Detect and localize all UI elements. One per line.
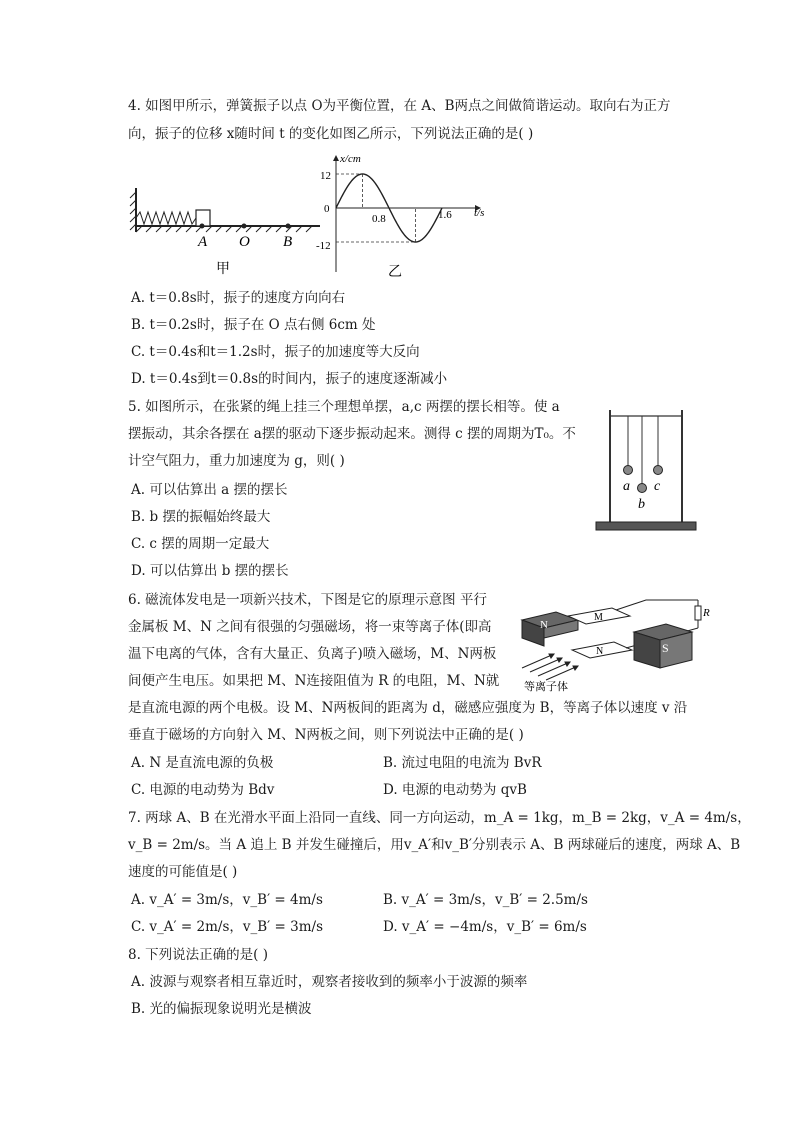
q4-option-d: D. t＝0.4s到t＝0.8s的时间内，振子的速度逐渐减小	[131, 371, 448, 387]
spring	[136, 212, 196, 224]
q7-option-a: A. v_A′ = 3m/s，v_B′ = 4m/s	[131, 892, 323, 908]
point-b-label: B	[283, 234, 293, 250]
q7-stem-line1: 7. 两球 A、B 在光滑水平面上沿同一直线、同一方向运动，m_A = 1kg，m_B = 2kg，v_A = 4m/s，	[128, 810, 751, 826]
q7-stem-line3: 速度的可能值是( )	[128, 864, 238, 880]
q5-option-b: B. b 摆的振幅始终最大	[131, 509, 271, 525]
point-o-label: O	[239, 234, 250, 250]
figure-caption-jia: 甲	[216, 262, 230, 277]
resistor	[695, 606, 701, 620]
q7-option-d: D. v_A′ = −4m/s，v_B′ = 6m/s	[383, 919, 587, 935]
plate-m-label: M	[594, 612, 603, 623]
q4-figure-yi-chart	[310, 150, 500, 280]
q7-stem-line2: v_B = 2m/s。当 A 追上 B 并发生碰撞后，用v_A′和v_B′分别表示 A、B 两球碰后的速度，两球 A、B	[128, 837, 741, 853]
q4-option-a: A. t＝0.8s时，振子的速度方向向右	[131, 290, 346, 306]
x-tick-1.6: 1.6	[438, 209, 452, 221]
q5-stem-line1: 5. 如图所示，在张紧的绳上挂三个理想单摆，a,c 两摆的摆长相等。使 a	[128, 399, 560, 415]
q6-mhd-figure	[516, 592, 712, 692]
point-a-label: A	[198, 234, 208, 250]
q6-option-d: D. 电源的电动势为 qvB	[383, 782, 527, 798]
q6-option-a: A. N 是直流电源的负极	[131, 755, 274, 771]
y-tick-12: 12	[320, 170, 331, 182]
q6-option-c: C. 电源的电动势为 Bdv	[131, 782, 275, 798]
q4-stem-line2: 向，振子的位移 x随时间 t 的变化如图乙所示，下列说法正确的是( )	[128, 126, 534, 142]
plasma-label: 等离子体	[524, 681, 568, 692]
q5-stem-line2: 摆振动，其余各摆在 a摆的驱动下逐步振动起来。测得 c 摆的周期为T₀。不	[128, 426, 576, 442]
q5-option-d: D. 可以估算出 b 摆的摆长	[131, 563, 289, 579]
resistor-label: R	[703, 607, 710, 619]
stand-base	[596, 522, 696, 530]
q6-stem-line5: 是直流电源的两个电极。设 M、N两板间的距离为 d，磁感应强度为 B，等离子体以速度 v 沿	[128, 700, 688, 716]
q6-option-b: B. 流过电阻的电流为 BvR	[383, 755, 542, 771]
q6-stem-line1: 6. 磁流体发电是一项新兴技术，下图是它的原理示意图 平行	[128, 592, 487, 608]
q5-pendulum-figure	[592, 400, 702, 535]
q8-option-b: B. 光的偏振现象说明光是横波	[131, 1001, 312, 1017]
bob-b-label: b	[638, 497, 645, 512]
y-tick-neg12: -12	[316, 240, 331, 252]
q5-option-a: A. 可以估算出 a 摆的摆长	[131, 482, 288, 498]
pendulum-bob-b	[638, 484, 647, 493]
q6-stem-line3: 温下电离的气体，含有大量正、负离子)喷入磁场，M、N两板	[128, 646, 497, 662]
bob-a-label: a	[623, 479, 630, 494]
pendulum-bob-c	[654, 466, 663, 475]
q6-stem-line4: 间便产生电压。如果把 M、N连接阻值为 R 的电阻，M、N就	[128, 673, 500, 689]
q8-stem-line1: 8. 下列说法正确的是( )	[128, 947, 268, 963]
figure-caption-yi: 乙	[388, 265, 402, 280]
plate-n-label: N	[596, 646, 604, 657]
pendulum-bob-a	[624, 466, 633, 475]
x-axis-label: t/s	[474, 207, 485, 219]
q5-option-c: C. c 摆的周期一定最大	[131, 536, 270, 552]
q4-stem-line1: 4. 如图甲所示，弹簧振子以点 O为平衡位置，在 A、B两点之间做简谐运动。取向右为正方	[128, 98, 671, 114]
y-tick-0: 0	[324, 203, 330, 215]
q5-stem-line3: 计空气阻力，重力加速度为 g，则( )	[128, 453, 345, 469]
q4-option-b: B. t＝0.2s时，振子在 O 点右侧 6cm 处	[131, 317, 376, 333]
q4-option-c: C. t＝0.4s和t＝1.2s时，振子的加速度等大反向	[131, 344, 420, 360]
x-tick-0.8: 0.8	[372, 213, 386, 225]
y-axis-label: x/cm	[340, 153, 361, 165]
oscillator-block	[196, 210, 210, 226]
q4-figure-jia	[128, 180, 328, 280]
bob-c-label: c	[654, 479, 661, 494]
q7-option-b: B. v_A′ = 3m/s，v_B′ = 2.5m/s	[383, 892, 588, 908]
q6-stem-line6: 垂直于磁场的方向射入 M、N两板之间，则下列说法中正确的是( )	[128, 727, 524, 743]
q8-option-a: A. 波源与观察者相互靠近时，观察者接收到的频率小于波源的频率	[131, 974, 528, 990]
q6-stem-line2: 金属板 M、N 之间有很强的匀强磁场，将一束等离子体(即高	[128, 619, 492, 635]
magnet-n-label: N	[540, 619, 548, 631]
magnet-s-label: S	[662, 641, 669, 655]
q7-option-c: C. v_A′ = 2m/s，v_B′ = 3m/s	[131, 919, 324, 935]
